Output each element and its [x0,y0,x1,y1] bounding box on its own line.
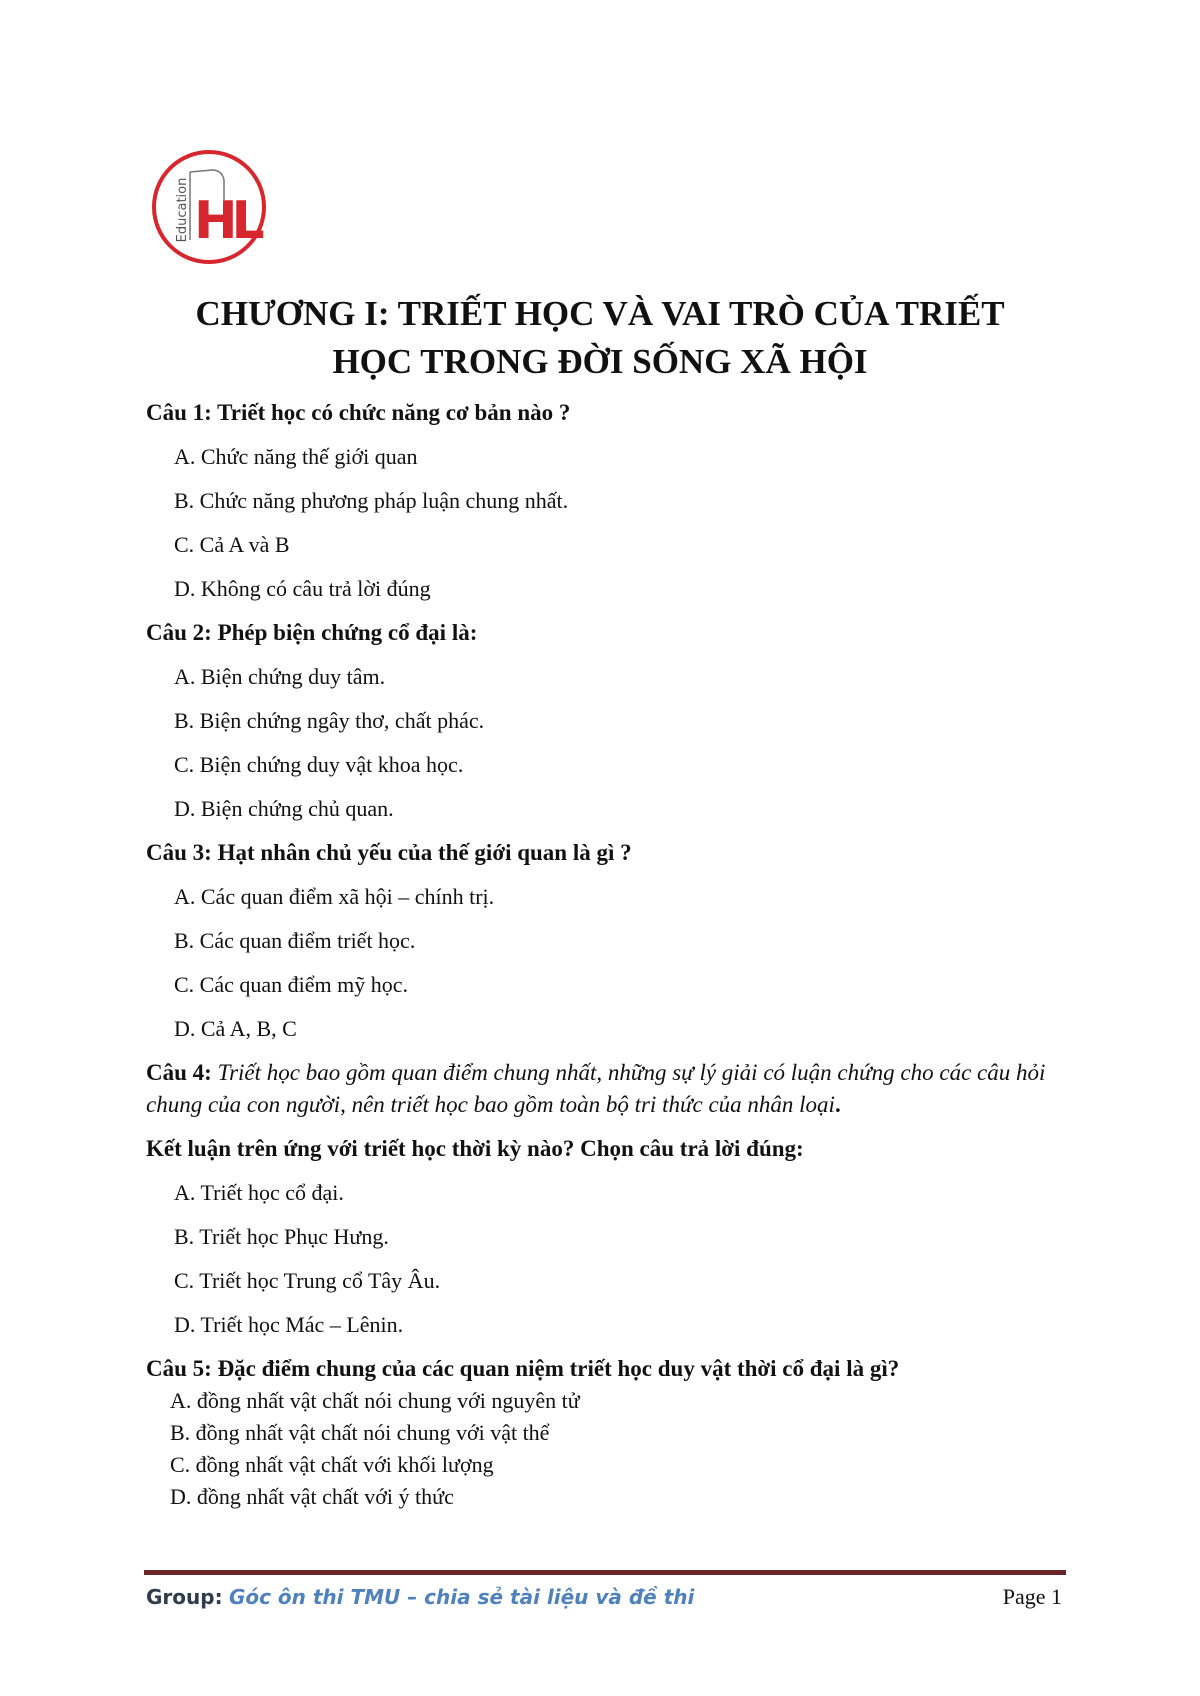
option-4d: D. Triết học Mác – Lênin. [174,1312,404,1337]
question-label: Câu 5: [146,1356,212,1381]
option-1b: B. Chức năng phương pháp luận chung nhất. [174,488,569,513]
chapter-title [150,290,1050,386]
logo-graphic [150,148,268,266]
footer-rule [144,1570,1066,1575]
option-1a: A. Chức năng thế giới quan [174,444,418,469]
option-3a: A. Các quan điểm xã hội – chính trị. [174,884,495,909]
question-text: Triết học có chức năng cơ bản nào ? [217,400,571,425]
question-5-block [146,1353,1066,1513]
option-1c: C. Cả A và B [174,532,290,557]
chapter-title-line-2: HỌC TRONG ĐỜI SỐNG XÃ HỘI [332,342,868,381]
page-number: Page 1 [1002,1584,1062,1609]
question-4 [146,1057,1066,1121]
option-3d: D. Cả A, B, C [174,1016,297,1041]
question-label: Câu 4: [146,1060,212,1085]
footer-group-label: Group: [146,1585,223,1609]
question-3 [146,837,1066,869]
chapter-title-line-1: CHƯƠNG I: TRIẾT HỌC VÀ VAI TRÒ CỦA TRIẾT [195,294,1005,333]
footer-group [146,1582,694,1612]
question-text: Hạt nhân chủ yếu của thế giới quan là gì ? [217,840,632,865]
option-4a: A. Triết học cổ đại. [174,1180,344,1205]
question-label: Câu 1: [146,400,212,425]
question-4-prompt: Kết luận trên ứng với triết học thời kỳ nào? Chọn câu trả lời đúng: [146,1136,804,1161]
question-text: Đặc điểm chung của các quan niệm triết học duy vật thời cổ đại là gì? [217,1356,900,1381]
option-3b: B. Các quan điểm triết học. [174,928,416,953]
question-text: Triết học bao gồm quan điểm chung nhất, những sự lý giải có luận chứng cho các câu hỏi chung của con người, nên triết học bao gồm toàn bộ tri thức của nhân loại [146,1060,1046,1117]
question-5 [146,1353,1066,1385]
option-5d: D. đồng nhất vật chất với ý thức [170,1484,454,1509]
question-1 [146,397,1066,429]
option-4b: B. Triết học Phục Hưng. [174,1224,389,1249]
option-2b: B. Biện chứng ngây thơ, chất phác. [174,708,485,733]
logo-hl-letters: HL [194,191,259,251]
hl-education-logo [150,148,268,266]
option-4c: C. Triết học Trung cổ Tây Âu. [174,1268,441,1293]
page-footer [146,1582,1066,1612]
option-2c: C. Biện chứng duy vật khoa học. [174,752,464,777]
question-label: Câu 2: [146,620,212,645]
question-trail: . [834,1092,841,1117]
question-label: Câu 3: [146,840,212,865]
question-2 [146,617,1066,649]
option-5c: C. đồng nhất vật chất với khối lượng [170,1452,494,1477]
logo-education-text: Education [175,177,190,243]
option-3c: C. Các quan điểm mỹ học. [174,972,409,997]
question-text: Phép biện chứng cổ đại là: [217,620,478,645]
option-1d: D. Không có câu trả lời đúng [174,576,431,601]
footer-group-name: Góc ôn thi TMU – chia sẻ tài liệu và đề thi [228,1585,695,1609]
option-2d: D. Biện chứng chủ quan. [174,796,394,821]
option-2a: A. Biện chứng duy tâm. [174,664,386,689]
question-list [146,397,1066,1513]
option-5b: B. đồng nhất vật chất nói chung với vật thể [170,1420,550,1445]
option-5a: A. đồng nhất vật chất nói chung với nguyên tử [170,1388,580,1413]
